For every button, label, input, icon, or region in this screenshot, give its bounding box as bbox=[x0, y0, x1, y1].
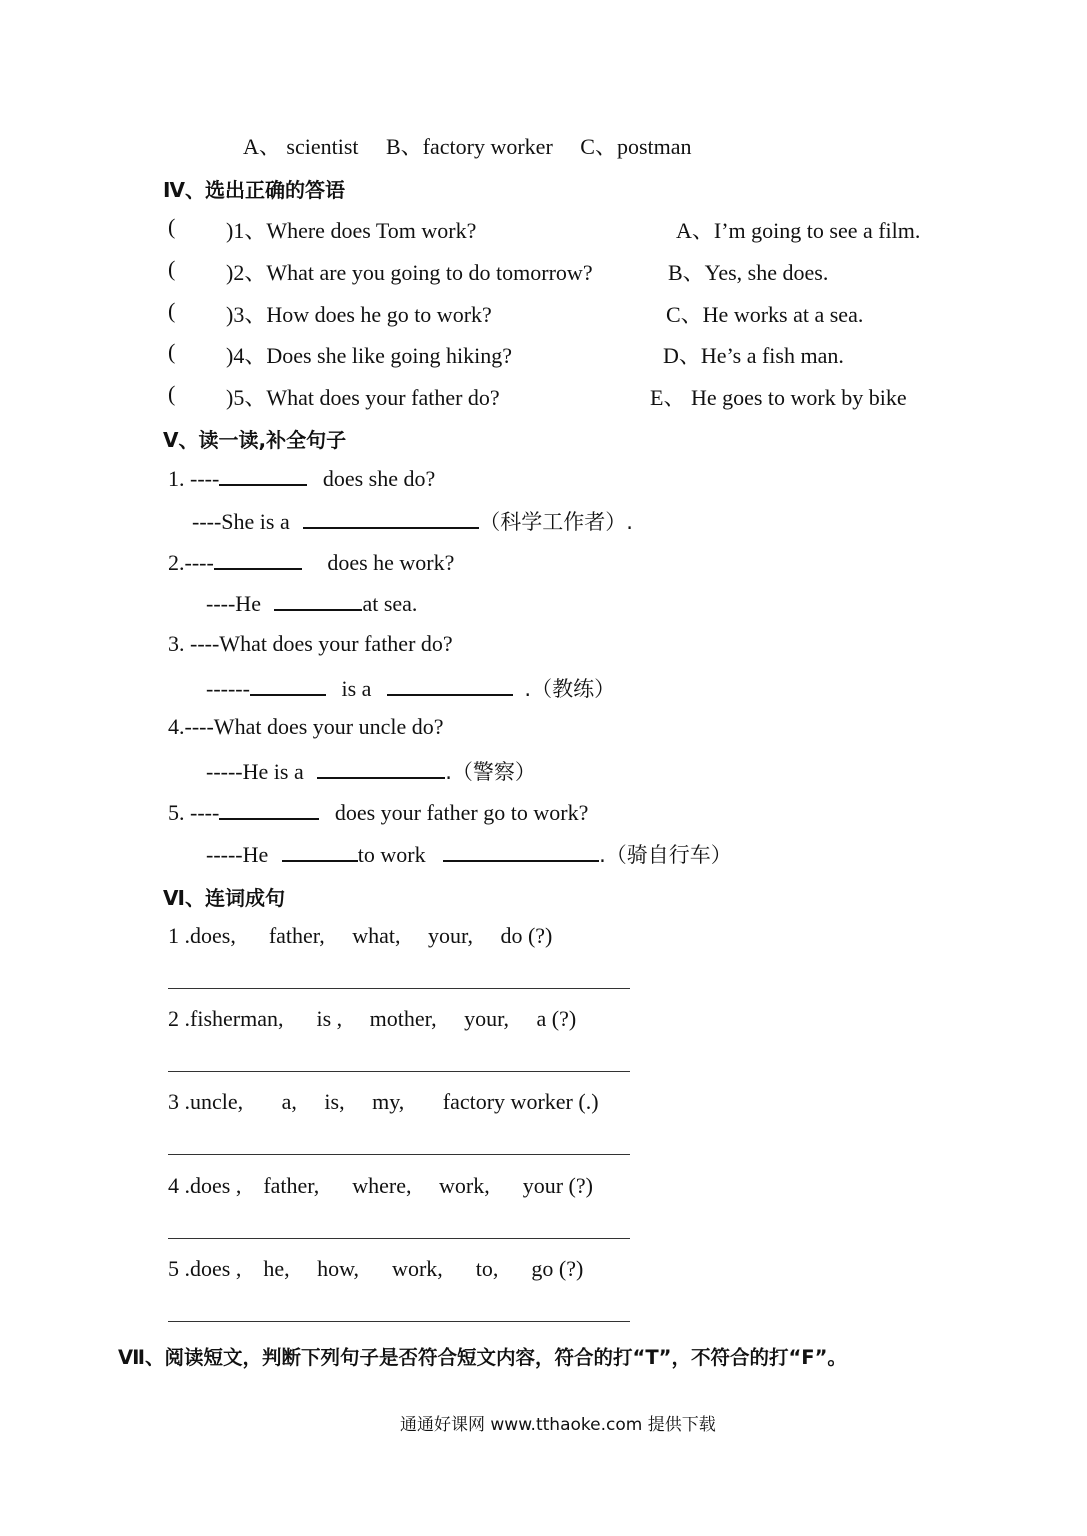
q6-3: 3 .uncle, a, is, my, factory worker (.) bbox=[168, 1089, 599, 1114]
option-b: B、factory worker bbox=[386, 134, 553, 159]
section-5-title: Ⅴ、读一读,补全句子 bbox=[163, 428, 347, 452]
q5-2b: ----He at sea. bbox=[206, 591, 418, 616]
q4-4-paren: ( bbox=[168, 339, 176, 364]
option-c: C、postman bbox=[580, 134, 692, 159]
fill-blank[interactable] bbox=[317, 757, 445, 779]
q4-4-answer: D、He’s a fish man. bbox=[663, 343, 844, 368]
q5-4b: -----He is a .（警察） bbox=[206, 759, 536, 784]
q4-2-answer: B、Yes, she does. bbox=[668, 260, 829, 285]
fill-blank[interactable] bbox=[214, 548, 302, 570]
fill-blank[interactable] bbox=[282, 840, 358, 862]
answer-line[interactable] bbox=[168, 988, 630, 989]
q6-4: 4 .does , father, where, work, your (?) bbox=[168, 1173, 593, 1198]
q6-1: 1 .does, father, what, your, do (?) bbox=[168, 923, 553, 948]
fill-blank[interactable] bbox=[219, 798, 319, 820]
q4-3-answer: C、He works at a sea. bbox=[666, 302, 864, 327]
q6-2: 2 .fisherman, is , mother, your, a (?) bbox=[168, 1006, 577, 1031]
section-4-title: Ⅳ、选出正确的答语 bbox=[163, 178, 345, 202]
option-a: A、 scientist bbox=[243, 134, 359, 159]
answer-line[interactable] bbox=[168, 1238, 630, 1239]
answer-line[interactable] bbox=[168, 1321, 630, 1322]
fill-blank[interactable] bbox=[443, 840, 599, 862]
q4-5-question: )5、What does your father do? bbox=[226, 385, 500, 410]
answer-line[interactable] bbox=[168, 1154, 630, 1155]
q4-5-answer: E、 He goes to work by bike bbox=[650, 385, 907, 410]
q5-1b: ----She is a （科学工作者）. bbox=[192, 509, 633, 534]
q5-4a: 4.----What does your uncle do? bbox=[168, 714, 444, 739]
q5-1a: 1. ---- does she do? bbox=[168, 466, 436, 491]
q5-2a: 2.---- does he work? bbox=[168, 550, 455, 575]
q4-4-question: )4、Does she like going hiking? bbox=[226, 343, 512, 368]
section-6-title: Ⅵ、连词成句 bbox=[163, 886, 285, 910]
q5-3a: 3. ----What does your father do? bbox=[168, 631, 453, 656]
q4-1-question: )1、Where does Tom work? bbox=[226, 218, 477, 243]
q4-2-paren: ( bbox=[168, 256, 176, 281]
q4-3-paren: ( bbox=[168, 298, 176, 323]
q5-3b: ------ is a .（教练） bbox=[206, 676, 616, 701]
q4-2-question: )2、What are you going to do tomorrow? bbox=[226, 260, 593, 285]
fill-blank[interactable] bbox=[219, 464, 307, 486]
fill-blank[interactable] bbox=[250, 674, 326, 696]
fill-blank[interactable] bbox=[274, 589, 362, 611]
q5-5b: -----He to work .（骑自行车） bbox=[206, 842, 732, 867]
q4-3-question: )3、How does he go to work? bbox=[226, 302, 492, 327]
q5-5a: 5. ---- does your father go to work? bbox=[168, 800, 589, 825]
answer-line[interactable] bbox=[168, 1071, 630, 1072]
q4-1-answer: A、I’m going to see a film. bbox=[676, 218, 921, 243]
options-line bbox=[243, 130, 692, 161]
page-footer: 通通好课网 www.tthaoke.com 提供下载 bbox=[400, 1415, 716, 1435]
q4-5-paren: ( bbox=[168, 381, 176, 406]
section-7-title: Ⅶ、阅读短文，判断下列句子是否符合短文内容，符合的打“T”，不符合的打“F”。 bbox=[118, 1346, 847, 1369]
fill-blank[interactable] bbox=[387, 674, 513, 696]
q4-1-paren: ( bbox=[168, 214, 176, 239]
fill-blank[interactable] bbox=[303, 507, 479, 529]
q6-5: 5 .does , he, how, work, to, go (?) bbox=[168, 1256, 584, 1281]
